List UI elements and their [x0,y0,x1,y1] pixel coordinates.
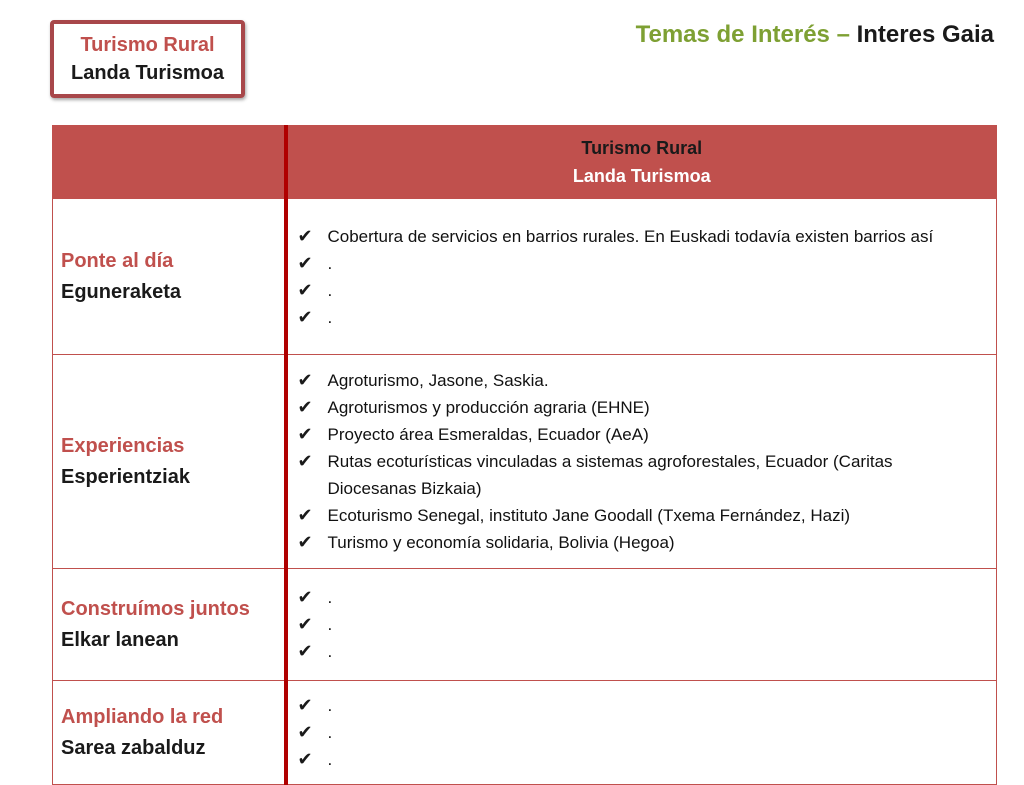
topics-table [52,125,997,785]
checkmark-icon: ✔ [297,505,313,525]
row-label-eu: Elkar lanean [61,628,179,651]
checkmark-icon: ✔ [297,424,313,444]
row-label-cell [53,681,286,785]
bullet-list [298,367,981,556]
checkmark-icon: ✔ [297,695,313,715]
row-label-es: Construímos juntos [61,597,250,620]
checkmark-icon: ✔ [297,749,313,769]
list-item [298,502,981,529]
checkmark-icon: ✔ [297,641,313,661]
checkmark-icon: ✔ [297,532,313,552]
row-content-cell [286,569,997,681]
row-label-es: Ponte al día [61,249,174,272]
list-item-text: . [327,280,333,300]
list-item-text: . [327,696,333,715]
list-item [298,277,981,304]
row-content-cell [286,681,997,785]
row-label-cell [53,199,286,355]
row-label-eu: Sarea zabalduz [61,736,206,759]
list-item-text: Agroturismos y producción agraria (EHNE) [327,398,650,417]
list-item [298,250,981,277]
list-item-text: . [327,642,333,661]
bullet-list [298,584,981,665]
checkmark-icon: ✔ [297,722,313,742]
table-row [53,681,997,785]
checkmark-icon: ✔ [297,306,313,327]
row-label-es: Experiencias [61,434,185,457]
checkmark-icon: ✔ [297,451,313,471]
row-label-cell [53,355,286,569]
list-item [298,223,981,250]
list-item-text: . [327,750,333,769]
list-item [298,746,981,773]
checkmark-icon: ✔ [297,587,313,607]
list-item [298,638,981,665]
checkmark-icon: ✔ [297,614,313,634]
header-title-es: Turismo Rural [581,138,703,158]
list-item-text: Turismo y economía solidaria, Bolivia (Hegoa) [327,533,675,552]
table-header-row [53,126,997,199]
table-row [53,569,997,681]
list-item-text: Rutas ecoturísticas vinculadas a sistemas agroforestales, Ecuador (Caritas Diocesanas Bizkaia) [327,452,893,498]
page-title [636,20,994,50]
logo-title-es: Turismo Rural [80,34,215,56]
list-item [298,421,981,448]
logo-title-eu: Landa Turismoa [71,62,224,84]
list-item-text: . [327,723,333,742]
list-item-text: Cobertura de servicios en barrios rurales. En Euskadi todavía existen barrios así [327,226,934,246]
bullet-list [298,223,981,331]
row-content-cell [286,199,997,355]
page-title-main: Interes Gaia [856,21,994,48]
list-item-text: Proyecto área Esmeraldas, Ecuador (AeA) [327,425,649,444]
row-content-cell [286,355,997,569]
list-item-text: Ecoturismo Senegal, instituto Jane Goodall (Txema Fernández, Hazi) [327,506,851,525]
list-item-text: . [327,307,333,327]
logo-box [50,20,245,98]
checkmark-icon: ✔ [297,397,313,417]
checkmark-icon: ✔ [297,370,313,390]
page-title-accent: Temas de Interés – [635,21,850,48]
row-label-cell [53,569,286,681]
row-label-eu: Eguneraketa [61,280,182,303]
checkmark-icon: ✔ [297,252,313,273]
list-item [298,611,981,638]
list-item [298,692,981,719]
list-item [298,448,981,502]
list-item-text: . [327,253,333,273]
row-label-eu: Esperientziak [61,465,190,488]
bullet-list [298,692,981,773]
list-item-text: Agroturismo, Jasone, Saskia. [327,371,549,390]
checkmark-icon: ✔ [297,225,313,246]
header-cell [286,126,997,199]
list-item-text: . [327,615,333,634]
list-item [298,719,981,746]
table-row [53,355,997,569]
header-empty-cell [53,126,286,199]
list-item [298,584,981,611]
table-row [53,199,997,355]
checkmark-icon: ✔ [297,279,313,300]
list-item [298,304,981,331]
list-item [298,367,981,394]
row-label-es: Ampliando la red [61,705,224,728]
list-item-text: . [327,588,333,607]
list-item [298,529,981,556]
list-item [298,394,981,421]
header-title-eu: Landa Turismoa [572,166,711,186]
